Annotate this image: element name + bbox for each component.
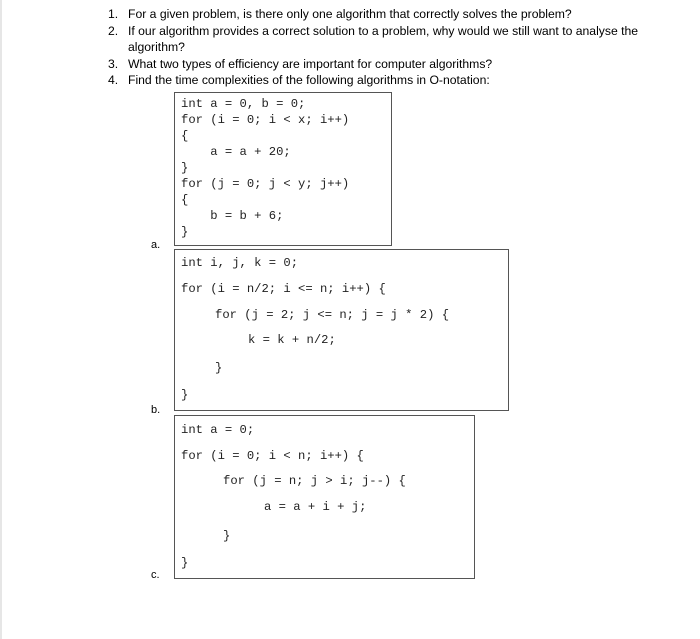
algorithm-label-a: a. xyxy=(151,239,161,251)
code-line: { xyxy=(181,193,189,207)
code-line: } xyxy=(181,225,189,239)
question-text: What two types of efficiency are important for computer algorithms? xyxy=(128,56,493,71)
question-2 xyxy=(108,23,668,56)
code-line: a = a + 20; xyxy=(181,145,291,159)
question-1 xyxy=(108,6,668,23)
question-number: 3. xyxy=(108,56,119,71)
code-line: } xyxy=(181,161,189,175)
code-line: for (i = 0; i < x; i++) xyxy=(181,113,350,127)
code-line: for (i = 0; i < n; i++) { xyxy=(181,449,364,463)
code-block-a xyxy=(174,92,392,246)
code-line: for (i = n/2; i <= n; i++) { xyxy=(181,282,386,296)
code-line: a = a + i + j; xyxy=(264,500,367,514)
algorithm-label-c: c. xyxy=(151,569,160,581)
code-line: b = b + 6; xyxy=(181,209,284,223)
question-text: If our algorithm provides a correct solution to a problem, why would we still want to analyse the algorithm? xyxy=(128,23,639,54)
question-number: 4. xyxy=(108,73,119,87)
question-number: 1. xyxy=(108,7,119,21)
code-line: } xyxy=(215,361,223,375)
code-line: for (j = n; j > i; j--) { xyxy=(223,474,406,488)
algorithm-label-b: b. xyxy=(151,404,161,416)
code-line: k = k + n/2; xyxy=(248,333,336,347)
question-list xyxy=(108,6,668,89)
question-text: For a given problem, is there only one algorithm that correctly solves the problem? xyxy=(128,7,572,21)
code-line: } xyxy=(223,529,231,543)
page-edge xyxy=(0,0,2,639)
code-block-b xyxy=(174,249,509,411)
code-line: for (j = 0; j < y; j++) xyxy=(181,177,350,191)
code-line: { xyxy=(181,129,189,143)
code-line: } xyxy=(181,556,189,570)
question-4 xyxy=(108,72,668,89)
code-line: } xyxy=(181,388,189,402)
code-block-c xyxy=(174,415,475,579)
code-line: int a = 0, b = 0; xyxy=(181,97,306,111)
code-line: for (j = 2; j <= n; j = j * 2) { xyxy=(215,308,450,322)
question-text: Find the time complexities of the following algorithms in O-notation: xyxy=(128,73,490,87)
question-number: 2. xyxy=(108,23,119,38)
question-3 xyxy=(108,56,668,73)
code-line: int i, j, k = 0; xyxy=(181,256,299,270)
code-line: int a = 0; xyxy=(181,423,255,437)
